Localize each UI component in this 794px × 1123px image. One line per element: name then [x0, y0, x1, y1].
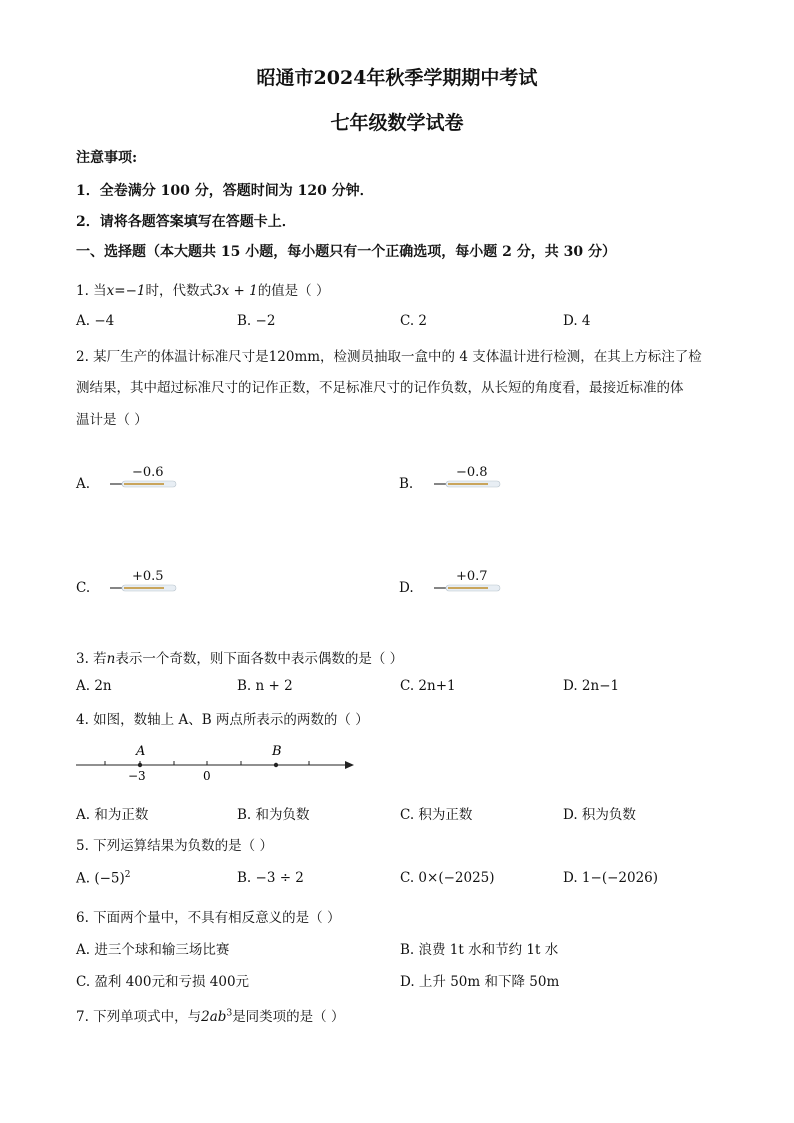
question-4: 4. 如图，数轴上 A、B 两点所表示的两数的（ ）	[76, 712, 369, 728]
number-line	[74, 740, 356, 782]
q4-option-c: C. 积为正数	[400, 807, 473, 823]
q5-option-a	[76, 870, 131, 887]
q6-option-b: B. 浪费 1t 水和节约 1t 水	[400, 942, 559, 958]
q2-option-b-letter: B.	[399, 476, 414, 492]
q3-option-c: C. 2n+1	[400, 678, 456, 694]
question-5: 5. 下列运算结果为负数的是（ ）	[76, 838, 273, 854]
tick-label-0: 0	[203, 769, 211, 782]
q1-expression: 3x + 1	[213, 283, 258, 299]
q5-option-d: D. 1−(−2026)	[563, 870, 659, 886]
q1-option-c: C. 2	[400, 313, 428, 329]
q3-option-d: D. 2n−1	[563, 678, 620, 694]
q1-condition: x=−1	[106, 283, 146, 299]
q2-option-c-value: +0.5	[132, 569, 164, 584]
q1-prefix: 1. 当	[76, 283, 107, 299]
q3-option-a: A. 2n	[76, 678, 112, 694]
exam-subtitle: 七年级数学试卷	[330, 112, 464, 134]
thermometer-icon	[434, 583, 502, 593]
q6-option-d: D. 上升 50m 和下降 50m	[400, 974, 560, 990]
tick-label-neg3: −3	[128, 769, 146, 782]
label-a: A	[136, 744, 146, 759]
q6-option-a: A. 进三个球和输三场比赛	[76, 942, 230, 958]
q2-line-1: 2. 某厂生产的体温计标准尺寸是120mm，检测员抽取一盒中的 4 支体温计进行检测，在其上方标注了检	[76, 349, 702, 365]
q3-option-b: B. n + 2	[237, 678, 293, 694]
q7-prefix: 7. 下列单项式中，与	[76, 1009, 202, 1025]
label-b: B	[272, 744, 282, 759]
note-item-1: 1．全卷满分 100 分，答题时间为 120 分钟．	[76, 183, 374, 199]
point-a	[138, 763, 142, 767]
q2-line-3: 温计是（ ）	[76, 412, 148, 428]
notes-heading: 注意事项:	[76, 150, 138, 166]
q2-option-a-letter: A.	[76, 476, 91, 492]
question-3	[76, 647, 403, 667]
q2-line-2: 测结果，其中超过标准尺寸的记作正数，不足标准尺寸的记作负数，从长短的角度看，最接近标准的体	[76, 380, 684, 396]
q7-exponent: 3	[226, 1008, 233, 1019]
q1-mid: 时，代数式	[145, 283, 213, 299]
q1-option-b: B. −2	[237, 313, 276, 329]
q3-variable: n	[106, 651, 116, 667]
q4-option-a: A. 和为正数	[76, 807, 149, 823]
q4-option-d: D. 积为负数	[563, 807, 636, 823]
q5-option-b: B. −3 ÷ 2	[237, 870, 304, 886]
arrow-icon	[345, 761, 354, 769]
point-b	[274, 763, 278, 767]
q5-option-c: C. 0×(−2025)	[400, 870, 495, 886]
q7-suffix: 是同类项的是（ ）	[232, 1009, 345, 1025]
section-heading: 一、选择题（本大题共 15 小题，每小题只有一个正确选项，每小题 2 分，共 30 分）	[76, 244, 616, 260]
q2-option-d-letter: D.	[399, 580, 414, 596]
q1-option-a: A. −4	[76, 313, 115, 329]
q2-option-b-value: −0.8	[456, 465, 488, 480]
q5-option-a-exponent: 2	[124, 870, 131, 880]
question-1	[76, 279, 329, 299]
question-6: 6. 下面两个量中，不具有相反意义的是（ ）	[76, 910, 341, 926]
thermometer-icon	[434, 479, 502, 489]
exam-title: 昭通市2024年秋季学期期中考试	[256, 67, 538, 89]
q2-option-a-value: −0.6	[132, 465, 164, 480]
q5-option-a-base: A. (−5)	[76, 870, 125, 887]
q1-option-d: D. 4	[563, 313, 591, 329]
thermometer-icon	[110, 583, 178, 593]
q4-option-b: B. 和为负数	[237, 807, 310, 823]
note-item-2: 2．请将各题答案填写在答题卡上．	[76, 214, 296, 230]
question-7	[76, 1005, 344, 1025]
q2-option-c-letter: C.	[76, 580, 91, 596]
q7-expression: 2ab	[201, 1009, 227, 1025]
q3-suffix: 表示一个奇数，则下面各数中表示偶数的是（ ）	[115, 651, 404, 667]
thermometer-icon	[110, 479, 178, 489]
q6-option-c: C. 盈利 400元和亏损 400元	[76, 974, 250, 990]
q3-prefix: 3. 若	[76, 651, 107, 667]
q1-suffix: 的值是（ ）	[257, 283, 330, 299]
q2-option-d-value: +0.7	[456, 569, 488, 584]
